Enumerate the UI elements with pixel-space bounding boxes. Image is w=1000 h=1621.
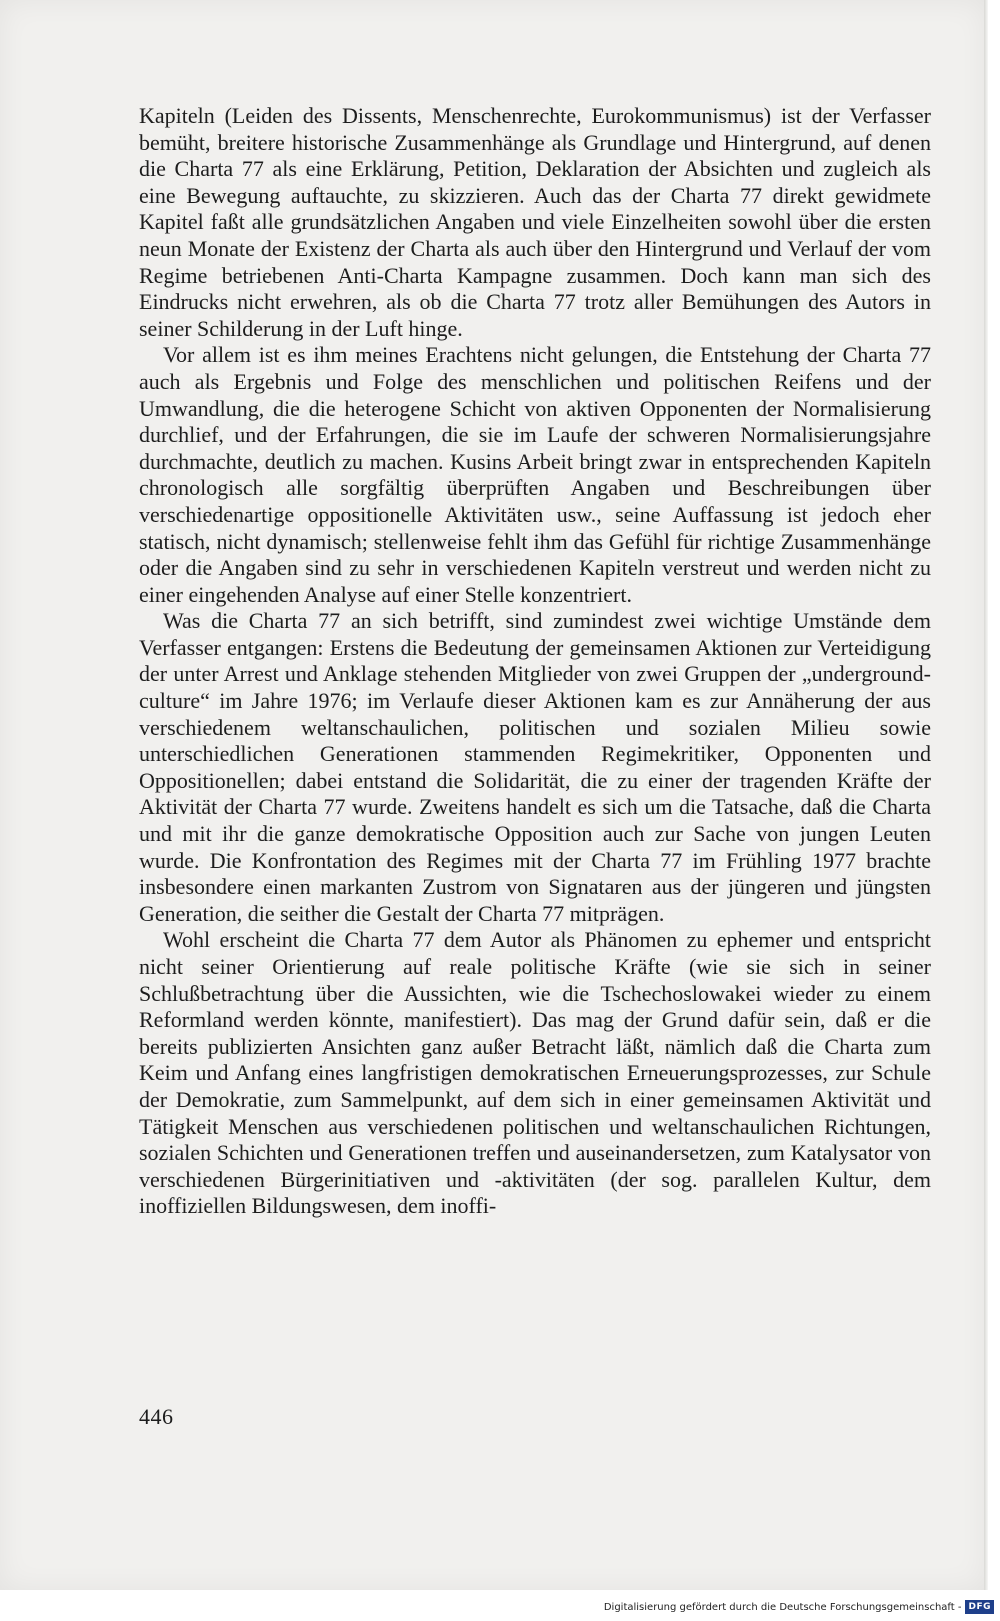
paragraph-4: Wohl erscheint die Charta 77 dem Autor als Phänomen zu ephemer und entspricht nicht seiner Orientierung auf reale politische Kräfte (wie sie sich in seiner Schlußbetrachtung über die Aussichten, wie die Tschechoslowakei wieder zu einem Reformland werden könnte, manifestiert). Das mag der Grund dafür sein, daß er die bereits publizierten Ansichten ganz außer Betracht läßt, nämlich daß die Charta zum Keim und Anfang eines langfristigen demokratischen Erneuerungsprozesses, zur Schule der Demokratie, zum Sammelpunkt, auf dem sich in einer gemeinsamen Aktivität und Tätigkeit Menschen aus verschiedenen politischen und weltanschaulichen Richtungen, sozialen Schichten und Generationen treffen und auseinandersetzen, zum Katalysator von verschiedenen Bürgerinitiativen und -aktivitäten (der sog. parallelen Kultur, dem inoffiziellen Bildungswesen, dem inoffi-: [139, 927, 931, 1219]
digitization-note: Digitalisierung gefördert durch die Deutsche Forschungsgemeinschaft -: [603, 1601, 962, 1613]
dfg-logo: DFG: [965, 1600, 994, 1614]
paragraph-2: Vor allem ist es ihm meines Erachtens nicht gelungen, die Entstehung der Charta 77 auch als Ergebnis und Folge des menschlichen und politischen Reifens und der Umwandlung, die die heterogene Schicht von aktiven Opponenten der Normalisierung durchlief, und der Erfahrungen, die sie im Laufe der schweren Normalisierungsjahre durchmachte, deutlich zu machen. Kusins Arbeit bringt zwar in entsprechenden Kapiteln chronologisch alle sorgfältig überprüften Angaben und Beschreibungen über verschiedenartige oppositionelle Aktivitäten usw., seine Auffassung ist jedoch eher statisch, nicht dynamisch; stellenweise fehlt ihm das Gefühl für richtige Zusammenhänge oder die Angaben sind zu sehr in verschiedenen Kapiteln verstreut und werden nicht zu einer eingehenden Analyse auf einer Stelle konzentriert.: [139, 342, 931, 607]
paragraph-1: Kapiteln (Leiden des Dissents, Menschenrechte, Eurokommunismus) ist der Verfasser bemüht, breitere historische Zusammenhänge als Grundlage und Hintergrund, auf denen die Charta 77 als eine Erklärung, Petition, Deklaration der Absichten und zugleich als eine Bewegung auftauchte, zu skizzieren. Auch das der Charta 77 direkt gewidmete Kapitel faßt alle grundsätzlichen Angaben und viele Einzelheiten sowohl über die ersten neun Monate der Existenz der Charta als auch über den Hintergrund und Verlauf der vom Regime betriebenen Anti-Charta Kampagne zusammen. Doch kann man sich des Eindrucks nicht erwehren, als ob die Charta 77 trotz aller Bemühungen des Autors in seiner Schilderung in der Luft hinge.: [139, 103, 931, 341]
page-edge-shadow: [984, 0, 988, 1590]
body-text: [139, 103, 931, 1220]
paragraph-3: Was die Charta 77 an sich betrifft, sind zumindest zwei wichtige Umstände dem Verfasser entgangen: Erstens die Bedeutung der gemeinsamen Aktionen zur Verteidigung der unter Arrest und Anklage stehenden Mitglieder von zwei Gruppen der „underground-culture“ im Jahre 1976; im Verlaufe dieser Aktionen kam es zur Annäherung der aus verschiedenem weltanschaulichen, politischen und sozialen Milieu sowie unterschiedlichen Generationen stammenden Regimekritiker, Opponenten und Oppositionellen; dabei entstand die Solidarität, die zu einer der tragenden Kräfte der Aktivität der Charta 77 wurde. Zweitens handelt es sich um die Tatsache, daß die Charta und mit ihr die ganze demokratische Opposition auch zur Sache von jungen Leuten wurde. Die Konfrontation des Regimes mit der Charta 77 im Frühling 1977 brachte insbesondere einen markanten Zustrom von Signataren aus der jüngeren und jüngsten Generation, die seither die Gestalt der Charta 77 mitprägen.: [139, 608, 931, 926]
page-number: 446: [139, 1404, 174, 1429]
digitization-footer: [604, 1599, 994, 1615]
